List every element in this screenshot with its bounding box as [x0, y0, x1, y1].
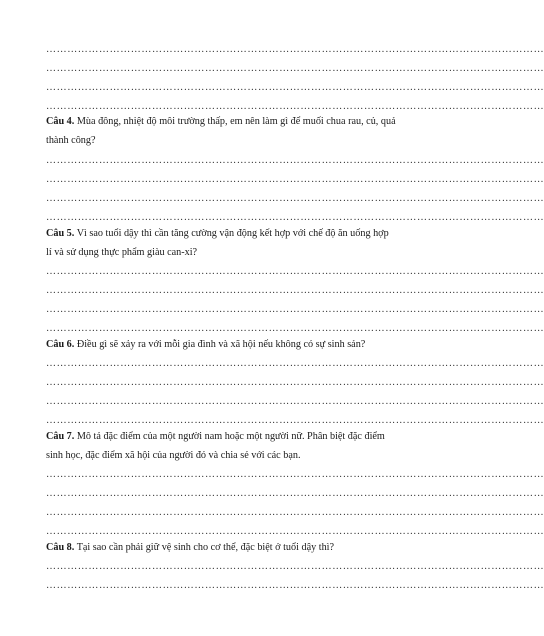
question-text: Mô tả đặc điểm của một người nam hoặc một người nữ. Phân biệt đặc điểm: [76, 431, 385, 442]
question-label: Câu 6.: [46, 339, 75, 350]
question-7: [46, 431, 408, 443]
question-4-cont: thành công?: [46, 135, 96, 146]
answer-line: ……………………………………………………………………………………………………………………………: [46, 82, 544, 93]
question-label: Câu 4.: [46, 116, 75, 127]
question-4: [46, 116, 408, 128]
question-8: [46, 542, 408, 554]
question-5-cont: lí và sử dụng thực phẩm giàu can-xi?: [46, 247, 198, 258]
answer-line: ……………………………………………………………………………………………………………………………: [46, 193, 544, 204]
question-text: Điều gì sẽ xảy ra với mỗi gia đình và xã hội nếu không có sự sinh sản?: [76, 339, 366, 350]
question-label: Câu 5.: [46, 228, 75, 239]
question-label: Câu 7.: [46, 431, 75, 442]
answer-line: ……………………………………………………………………………………………………………………………: [46, 101, 544, 112]
answer-line: ……………………………………………………………………………………………………………………………: [46, 174, 544, 185]
question-text: Mùa đông, nhiệt độ môi trường thấp, em nên làm gì để muối chua rau, củ, quả: [76, 116, 396, 127]
question-7-cont: sinh học, đặc điểm xã hội của người đó và chia sẻ với các bạn.: [46, 450, 301, 461]
answer-line: ……………………………………………………………………………………………………………………………: [46, 358, 544, 369]
answer-line: ……………………………………………………………………………………………………………………………: [46, 212, 544, 223]
answer-line: ……………………………………………………………………………………………………………………………: [46, 63, 544, 74]
answer-line: ……………………………………………………………………………………………………………………………: [46, 266, 544, 277]
question-5: [46, 228, 408, 240]
answer-line: ……………………………………………………………………………………………………………………………: [46, 155, 544, 166]
answer-line: ……………………………………………………………………………………………………………………………: [46, 415, 544, 426]
answer-line: ……………………………………………………………………………………………………………………………: [46, 323, 544, 334]
answer-line: ……………………………………………………………………………………………………………………………: [46, 526, 544, 537]
answer-line: ……………………………………………………………………………………………………………………………: [46, 304, 544, 315]
answer-line: ……………………………………………………………………………………………………………………………: [46, 377, 544, 388]
answer-line: ……………………………………………………………………………………………………………………………: [46, 488, 544, 499]
answer-line: ……………………………………………………………………………………………………………………………: [46, 285, 544, 296]
question-6: [46, 339, 408, 351]
answer-line: ……………………………………………………………………………………………………………………………: [46, 396, 544, 407]
answer-line: ……………………………………………………………………………………………………………………………: [46, 561, 544, 572]
question-text: Vì sao tuổi dậy thì cần tăng cường vận động kết hợp với chế độ ăn uống hợp: [76, 228, 389, 239]
question-label: Câu 8.: [46, 542, 75, 553]
answer-line: ……………………………………………………………………………………………………………………………: [46, 580, 544, 591]
answer-line: ……………………………………………………………………………………………………………………………: [46, 44, 544, 55]
answer-line: ……………………………………………………………………………………………………………………………: [46, 469, 544, 480]
answer-line: ……………………………………………………………………………………………………………………………: [46, 507, 544, 518]
question-text: Tại sao cần phải giữ vệ sinh cho cơ thể, đặc biệt ở tuổi dậy thì?: [76, 542, 335, 553]
